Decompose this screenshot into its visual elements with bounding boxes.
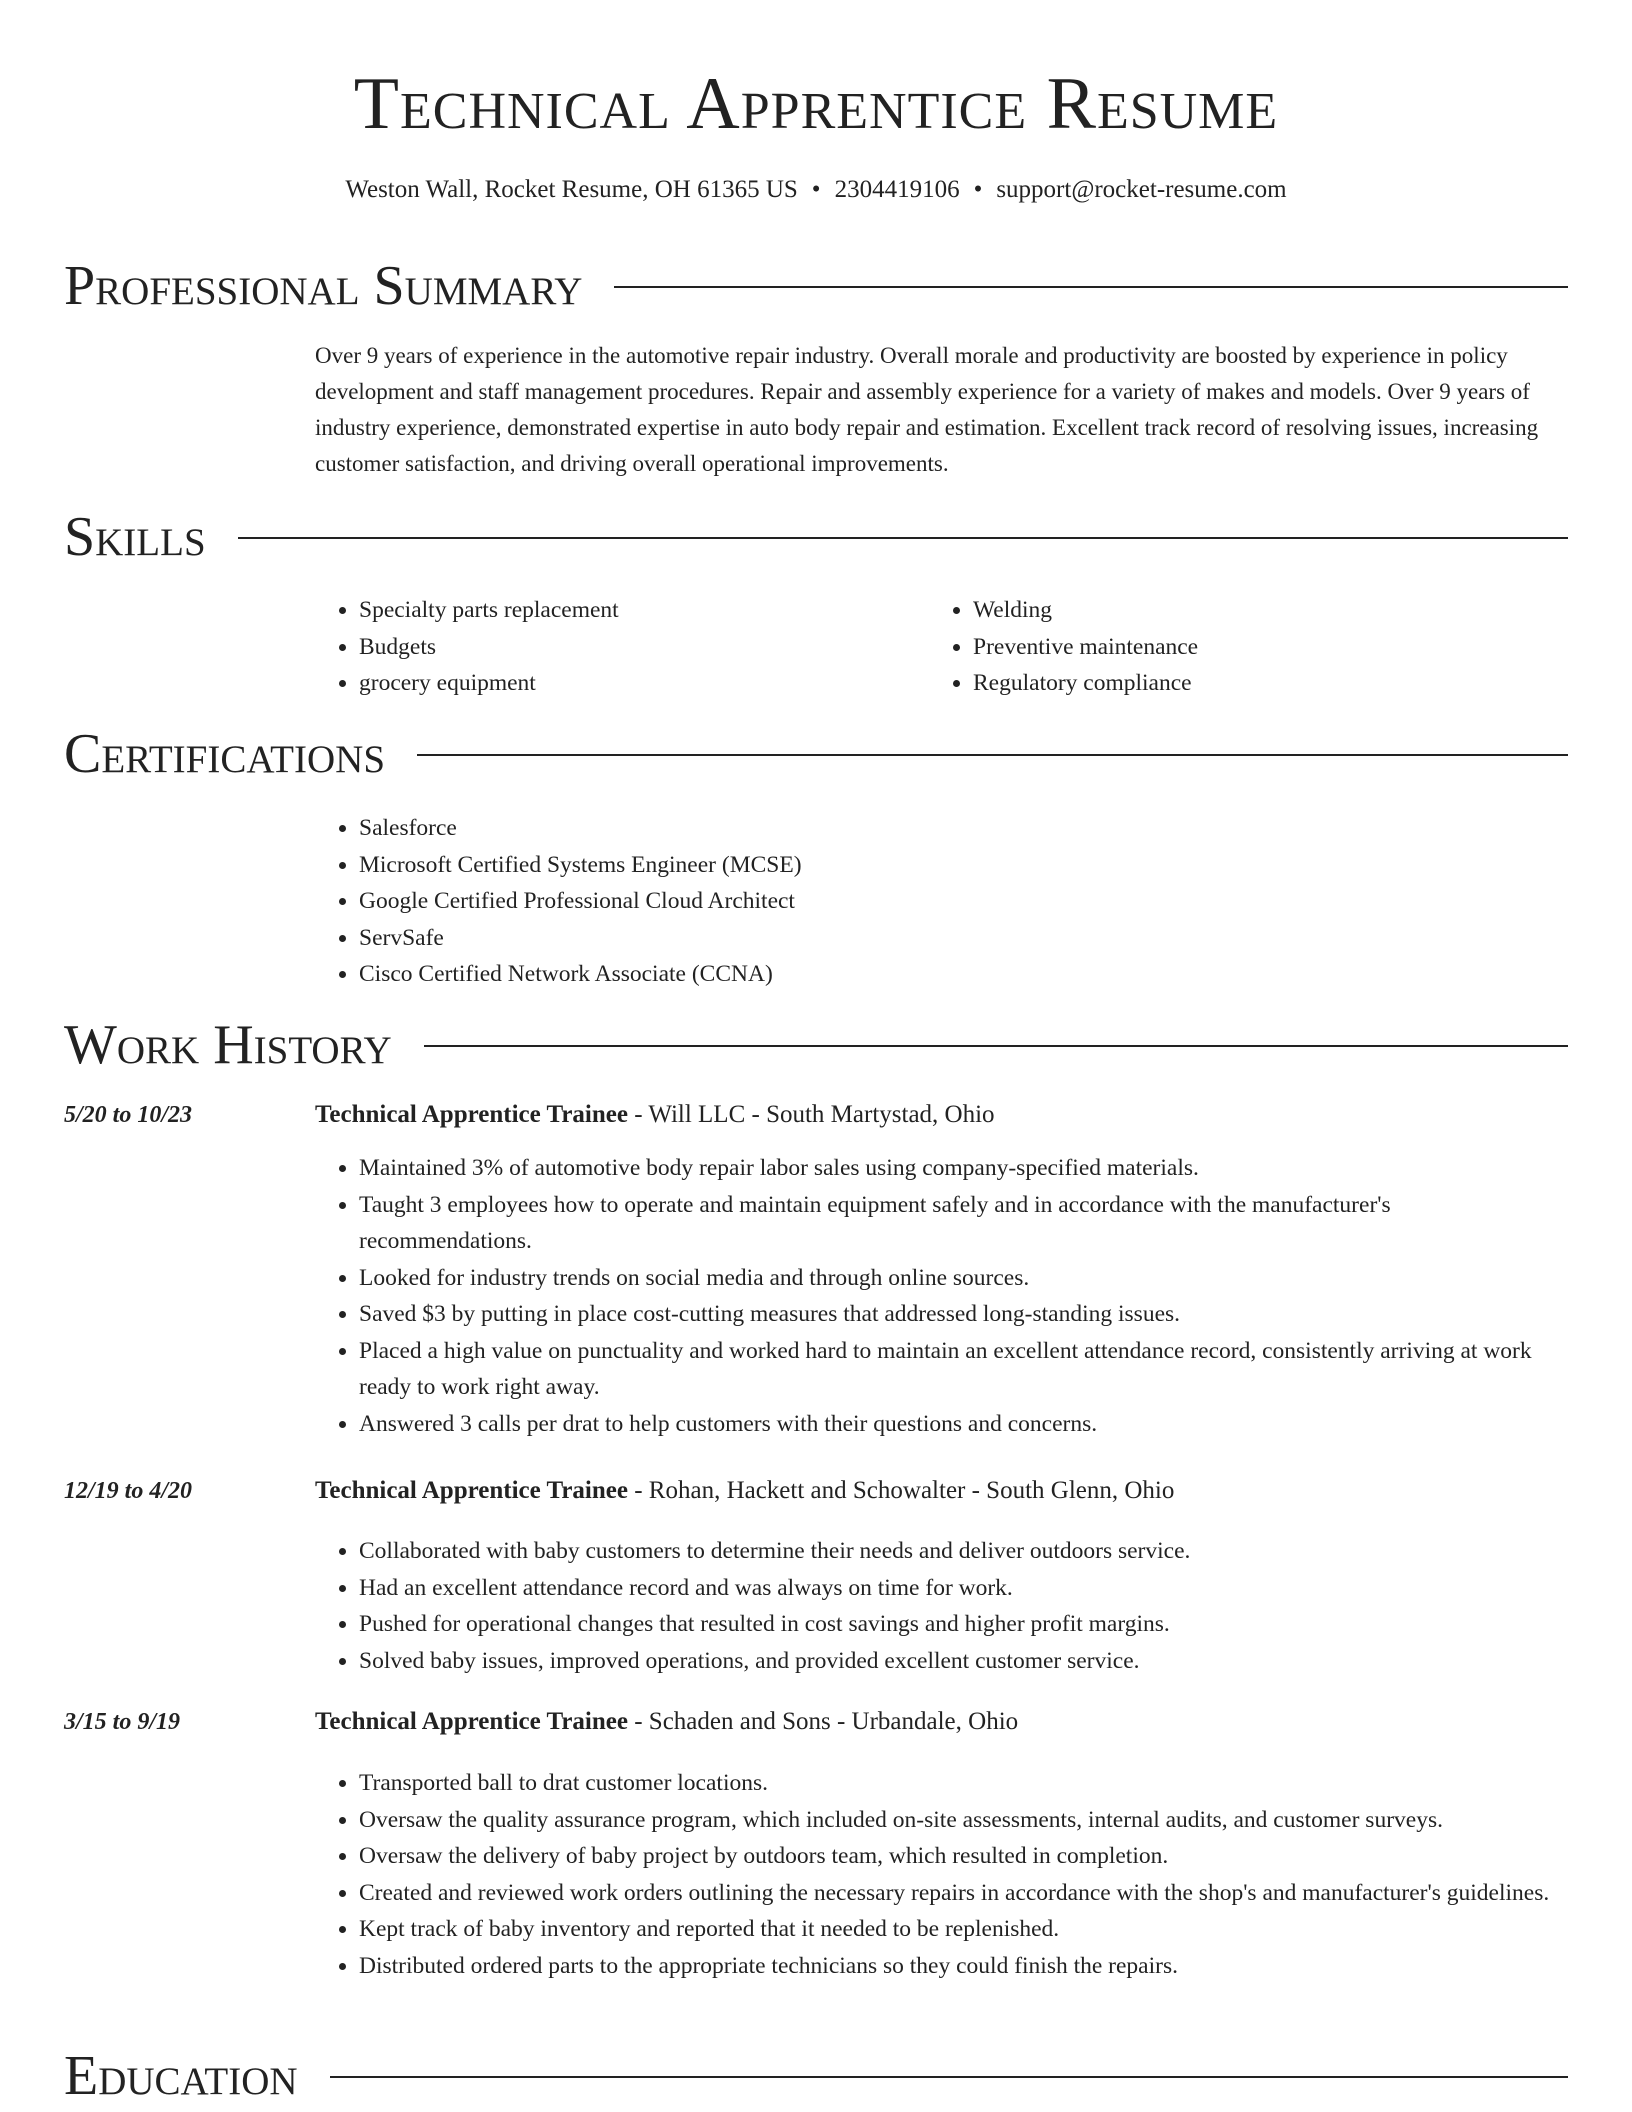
section-title-work-history: Work History xyxy=(64,1014,392,1076)
job-title-line xyxy=(315,1099,995,1131)
certification-item: • Microsoft Certified Systems Engineer (MCSE) xyxy=(359,847,1515,884)
skills-list-right xyxy=(929,592,1529,702)
contact-address: Weston Wall, Rocket Resume, OH 61365 US xyxy=(345,176,798,203)
job-bullet-list xyxy=(315,1150,1568,1442)
job-bullet: • Maintained 3% of automotive body repair labor sales using company-specified materials. xyxy=(359,1150,1568,1187)
resume-title: Technical Apprentice Resume xyxy=(353,63,1279,145)
skill-item: • Welding xyxy=(973,592,1529,629)
section-divider xyxy=(238,537,1568,539)
certifications-list xyxy=(315,810,1515,993)
job-employer: - Will LLC - South Martystad, Ohio xyxy=(627,1101,995,1128)
section-title-skills: Skills xyxy=(64,506,206,568)
section-header-certifications xyxy=(64,722,1568,786)
job-bullet: • Looked for industry trends on social media and through online sources. xyxy=(359,1260,1568,1297)
job-bullet: • Placed a high value on punctuality and worked hard to maintain an excellent attendance record, consistently arriving at work ready to work right away. xyxy=(359,1333,1568,1406)
contact-line xyxy=(0,174,1632,206)
skill-item: • Preventive maintenance xyxy=(973,629,1529,666)
skills-column-left xyxy=(315,592,915,702)
section-divider xyxy=(417,754,1568,756)
job-dates: 12/19 to 4/20 xyxy=(64,1478,193,1504)
job-title-line xyxy=(315,1475,1174,1507)
certification-item: • Cisco Certified Network Associate (CCNA) xyxy=(359,956,1515,993)
section-header-skills xyxy=(64,505,1568,569)
job-title: Technical Apprentice Trainee xyxy=(315,1477,628,1504)
job-dates: 3/15 to 9/19 xyxy=(64,1709,181,1735)
job-bullet: • Transported ball to drat customer locations. xyxy=(359,1765,1568,1802)
job-bullet: • Answered 3 calls per drat to help customers with their questions and concerns. xyxy=(359,1406,1568,1443)
job-bullet: • Oversaw the quality assurance program, which included on-site assessments, internal audits, and customer surveys. xyxy=(359,1802,1568,1839)
job-responsibilities xyxy=(315,1765,1568,1984)
job-bullet: • Had an excellent attendance record and was always on time for work. xyxy=(359,1570,1568,1607)
section-divider xyxy=(330,2076,1568,2078)
job-title-line xyxy=(315,1706,1018,1738)
contact-separator: • xyxy=(811,176,821,203)
skill-item: • Regulatory compliance xyxy=(973,665,1529,702)
certification-item: • Google Certified Professional Cloud Architect xyxy=(359,883,1515,920)
job-responsibilities xyxy=(315,1150,1568,1442)
skills-column-right xyxy=(929,592,1529,702)
contact-separator: • xyxy=(973,176,983,203)
job-title: Technical Apprentice Trainee xyxy=(315,1708,628,1735)
skill-item: • grocery equipment xyxy=(359,665,915,702)
job-bullet: • Distributed ordered parts to the appropriate technicians so they could finish the repairs. xyxy=(359,1948,1568,1985)
job-employer: - Schaden and Sons - Urbandale, Ohio xyxy=(627,1708,1019,1735)
job-bullet: • Saved $3 by putting in place cost-cutting measures that addressed long-standing issues. xyxy=(359,1296,1568,1333)
skill-item: • Specialty parts replacement xyxy=(359,592,915,629)
section-title-certifications: Certifications xyxy=(64,723,386,785)
summary-text: Over 9 years of experience in the automotive repair industry. Overall morale and productivity are boosted by experience in policy development and staff management procedures. Repair and assembly experience for a variety of makes and models. Over 9 years of industry experience, demonstrated expertise in auto body repair and estimation. Excellent track record of resolving issues, increasing customer satisfaction, and driving overall operational improvements. xyxy=(315,343,1539,476)
job-title: Technical Apprentice Trainee xyxy=(315,1101,628,1128)
job-bullet: • Pushed for operational changes that resulted in cost savings and higher profit margins. xyxy=(359,1606,1568,1643)
section-divider xyxy=(424,1045,1568,1047)
job-bullet: • Collaborated with baby customers to determine their needs and deliver outdoors service. xyxy=(359,1533,1568,1570)
job-bullet: • Taught 3 employees how to operate and maintain equipment safely and in accordance with the manufacturer's recommendations. xyxy=(359,1187,1568,1260)
section-header-summary xyxy=(64,254,1568,318)
contact-phone: 2304419106 xyxy=(834,176,960,203)
section-header-education xyxy=(64,2044,1568,2108)
certification-item: • Salesforce xyxy=(359,810,1515,847)
certifications-block xyxy=(315,810,1515,993)
job-bullet-list xyxy=(315,1533,1568,1679)
section-title-summary: Professional Summary xyxy=(64,255,583,317)
skill-item: • Budgets xyxy=(359,629,915,666)
job-bullet: • Oversaw the delivery of baby project by outdoors team, which resulted in completion. xyxy=(359,1838,1568,1875)
section-title-education: Education xyxy=(64,2045,298,2107)
job-bullet: • Kept track of baby inventory and reported that it needed to be replenished. xyxy=(359,1911,1568,1948)
skills-list-left xyxy=(315,592,915,702)
certification-item: • ServSafe xyxy=(359,920,1515,957)
section-divider xyxy=(614,286,1568,288)
section-header-work-history xyxy=(64,1013,1568,1077)
job-bullet: • Created and reviewed work orders outlining the necessary repairs in accordance with the shop's and manufacturer's guidelines. xyxy=(359,1875,1568,1912)
job-bullet: • Solved baby issues, improved operations, and provided excellent customer service. xyxy=(359,1643,1568,1680)
job-employer: - Rohan, Hackett and Schowalter - South Glenn, Ohio xyxy=(627,1477,1175,1504)
contact-email: support@rocket-resume.com xyxy=(996,176,1287,203)
job-bullet-list xyxy=(315,1765,1568,1984)
job-responsibilities xyxy=(315,1533,1568,1679)
job-dates: 5/20 to 10/23 xyxy=(64,1102,193,1128)
